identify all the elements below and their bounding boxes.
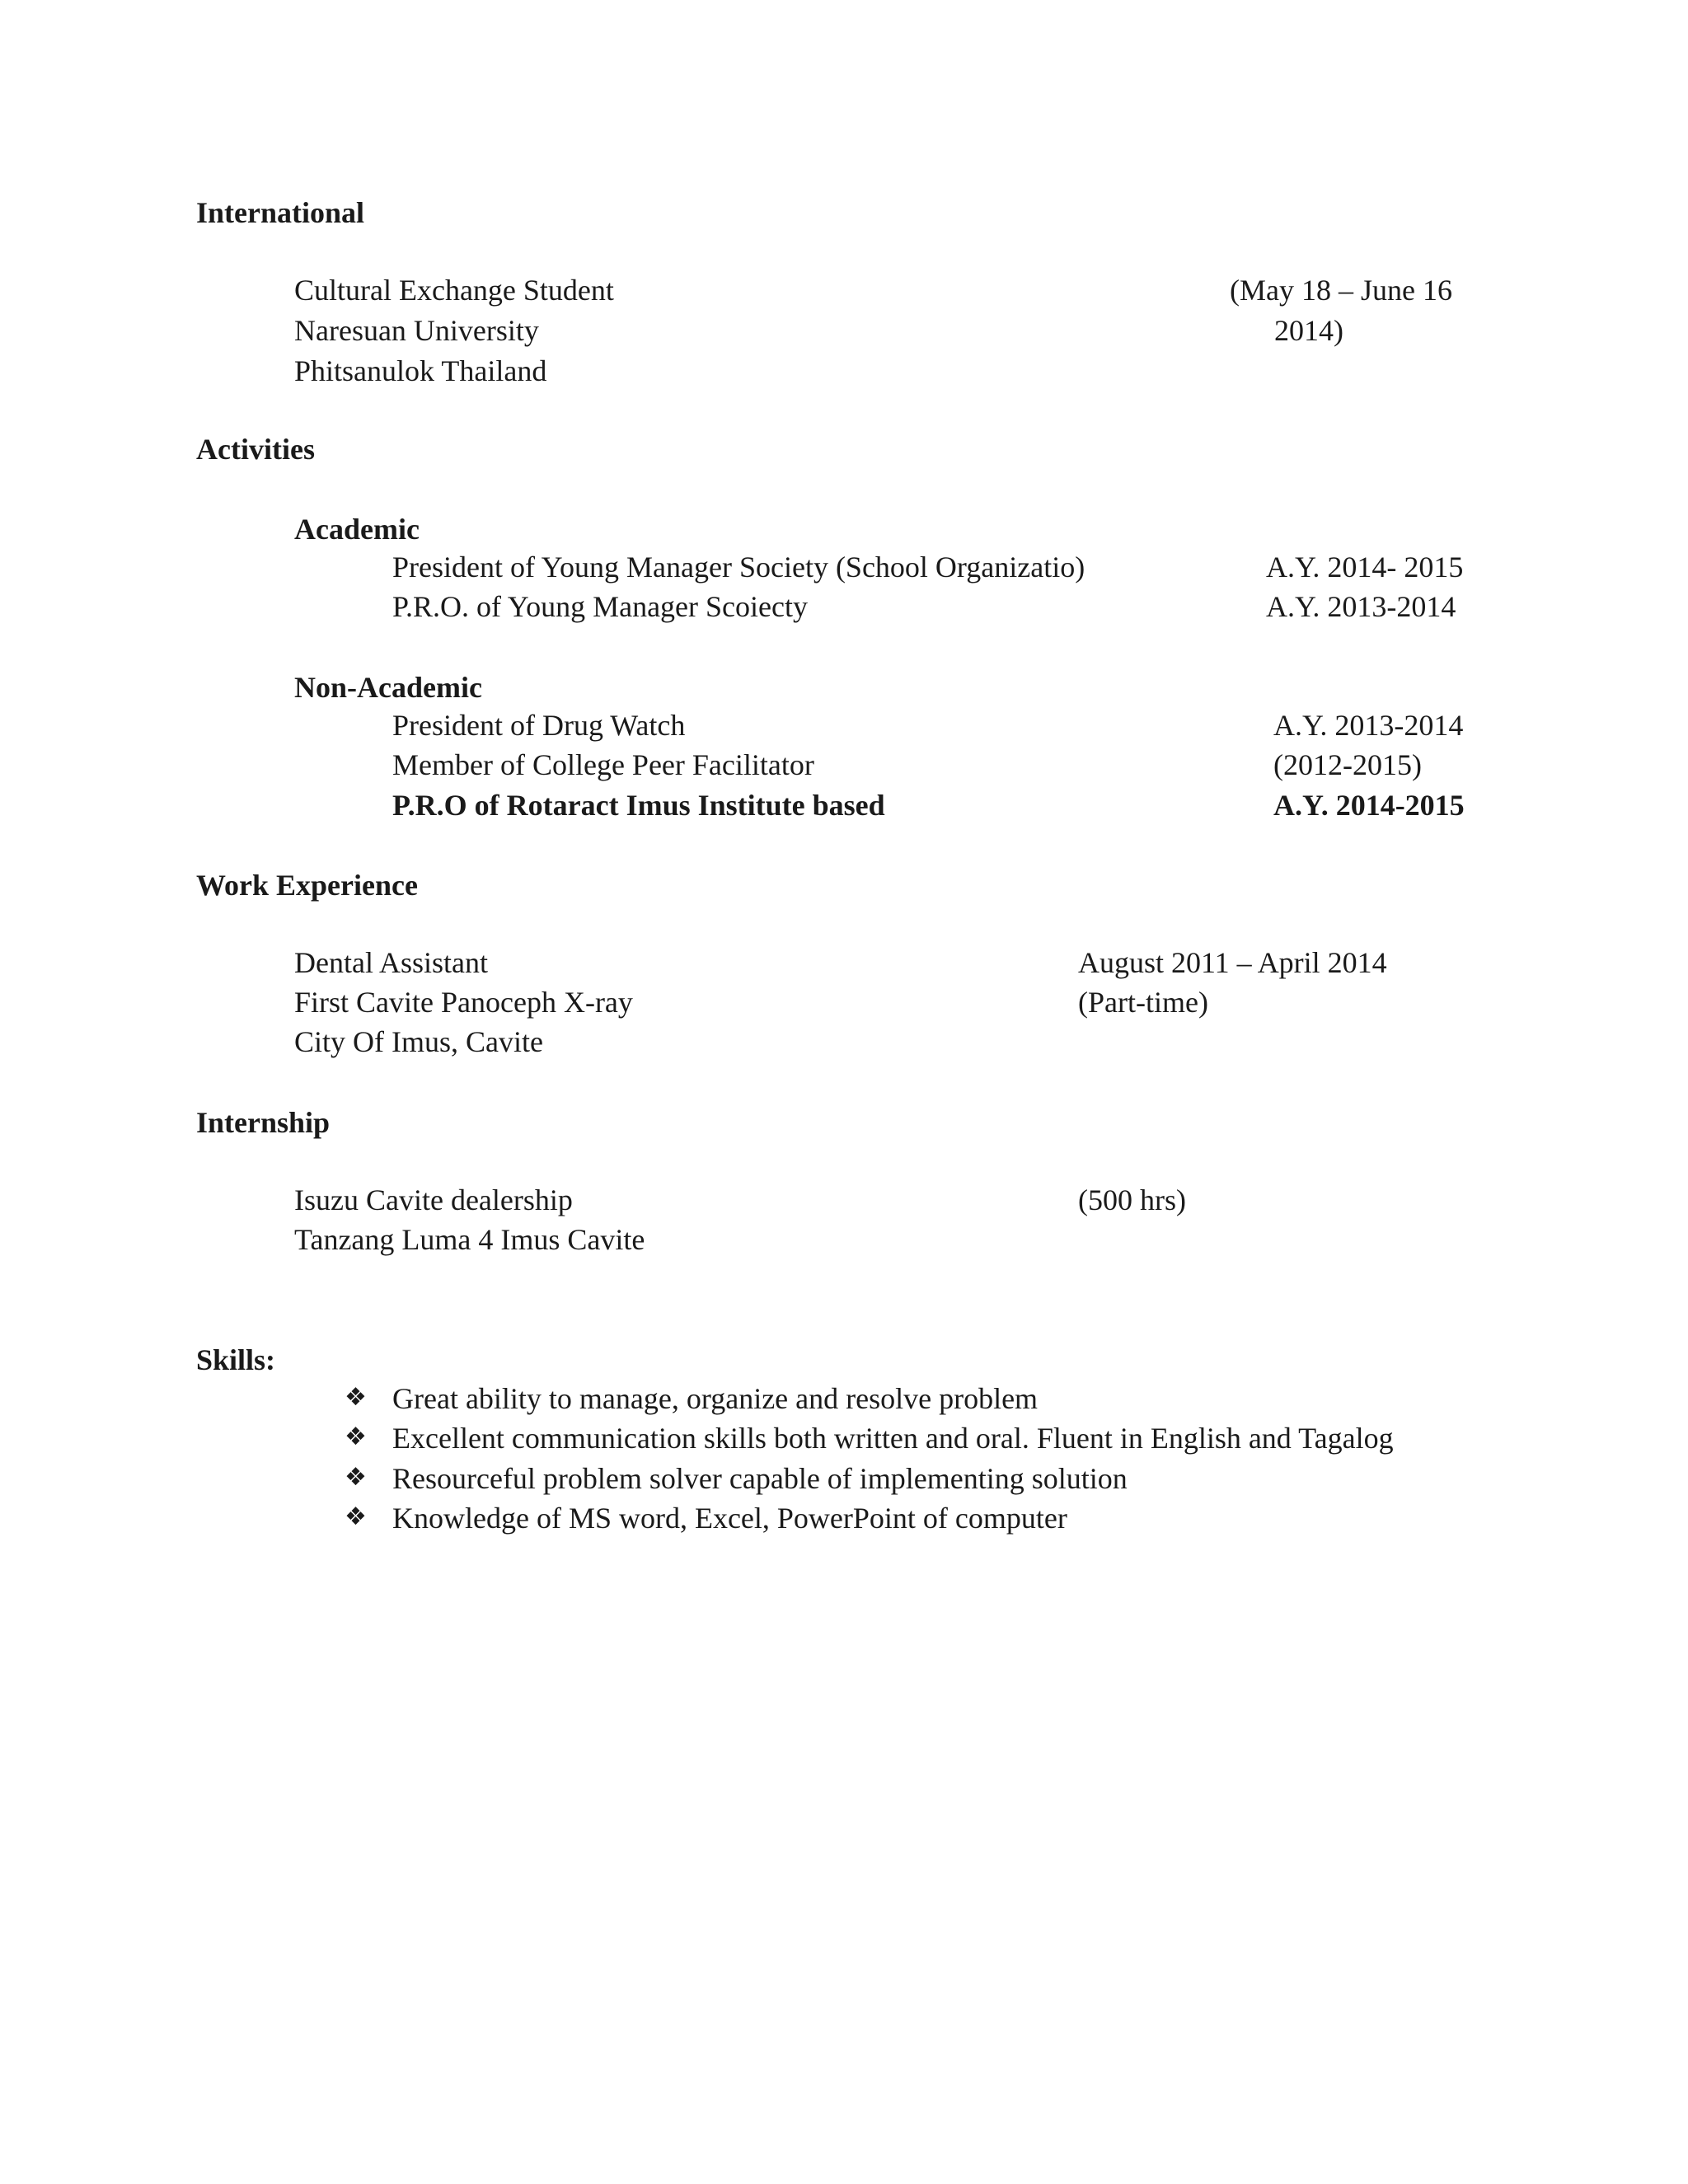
internship-location: Tanzang Luma 4 Imus Cavite [294, 1223, 645, 1256]
subheading-academic: Academic [294, 513, 420, 546]
section-heading-international: International [196, 196, 365, 229]
international-location: Phitsanulok Thailand [294, 354, 547, 387]
skill-item: Resourceful problem solver capable of implementing solution [392, 1462, 1128, 1495]
academic-item-date: A.Y. 2014- 2015 [1266, 551, 1464, 583]
diamond-bullet-icon: ❖ [345, 1422, 367, 1451]
skill-item: Great ability to manage, organize and resolve problem [392, 1382, 1039, 1415]
section-heading-internship: Internship [196, 1106, 331, 1139]
non-academic-item-title: P.R.O of Rotaract Imus Institute based [392, 789, 885, 822]
non-academic-item-date: (2012-2015) [1273, 748, 1422, 781]
work-employer: First Cavite Panoceph X-ray [294, 986, 633, 1019]
non-academic-item-date: A.Y. 2013-2014 [1273, 709, 1464, 742]
international-institution: Naresuan University [294, 314, 539, 347]
international-date-start: (May 18 – June 16 [1230, 274, 1452, 307]
international-date-end: 2014) [1274, 314, 1343, 347]
section-heading-skills: Skills: [196, 1343, 276, 1376]
section-heading-activities: Activities [196, 433, 315, 466]
internship-hours: (500 hrs) [1078, 1183, 1186, 1216]
diamond-bullet-icon: ❖ [345, 1502, 367, 1531]
diamond-bullet-icon: ❖ [345, 1383, 367, 1412]
subheading-non-academic: Non-Academic [294, 671, 482, 704]
skill-item: Knowledge of MS word, Excel, PowerPoint of computer [392, 1502, 1067, 1535]
section-heading-work-experience: Work Experience [196, 869, 418, 902]
work-type: (Part-time) [1078, 986, 1208, 1019]
non-academic-item-title: President of Drug Watch [392, 709, 686, 742]
work-role: Dental Assistant [294, 946, 488, 979]
internship-company: Isuzu Cavite dealership [294, 1183, 573, 1216]
non-academic-item-date: A.Y. 2014-2015 [1273, 789, 1465, 822]
academic-item-title: President of Young Manager Society (School Organizatio) [392, 551, 1085, 583]
non-academic-item-title: Member of College Peer Facilitator [392, 748, 814, 781]
academic-item-title: P.R.O. of Young Manager Scoiecty [392, 590, 808, 623]
international-role: Cultural Exchange Student [294, 274, 614, 307]
academic-item-date: A.Y. 2013-2014 [1266, 590, 1456, 623]
work-location: City Of Imus, Cavite [294, 1025, 543, 1058]
diamond-bullet-icon: ❖ [345, 1463, 367, 1492]
skill-item: Excellent communication skills both written and oral. Fluent in English and Tagalog [392, 1422, 1394, 1455]
work-dates: August 2011 – April 2014 [1078, 946, 1387, 979]
